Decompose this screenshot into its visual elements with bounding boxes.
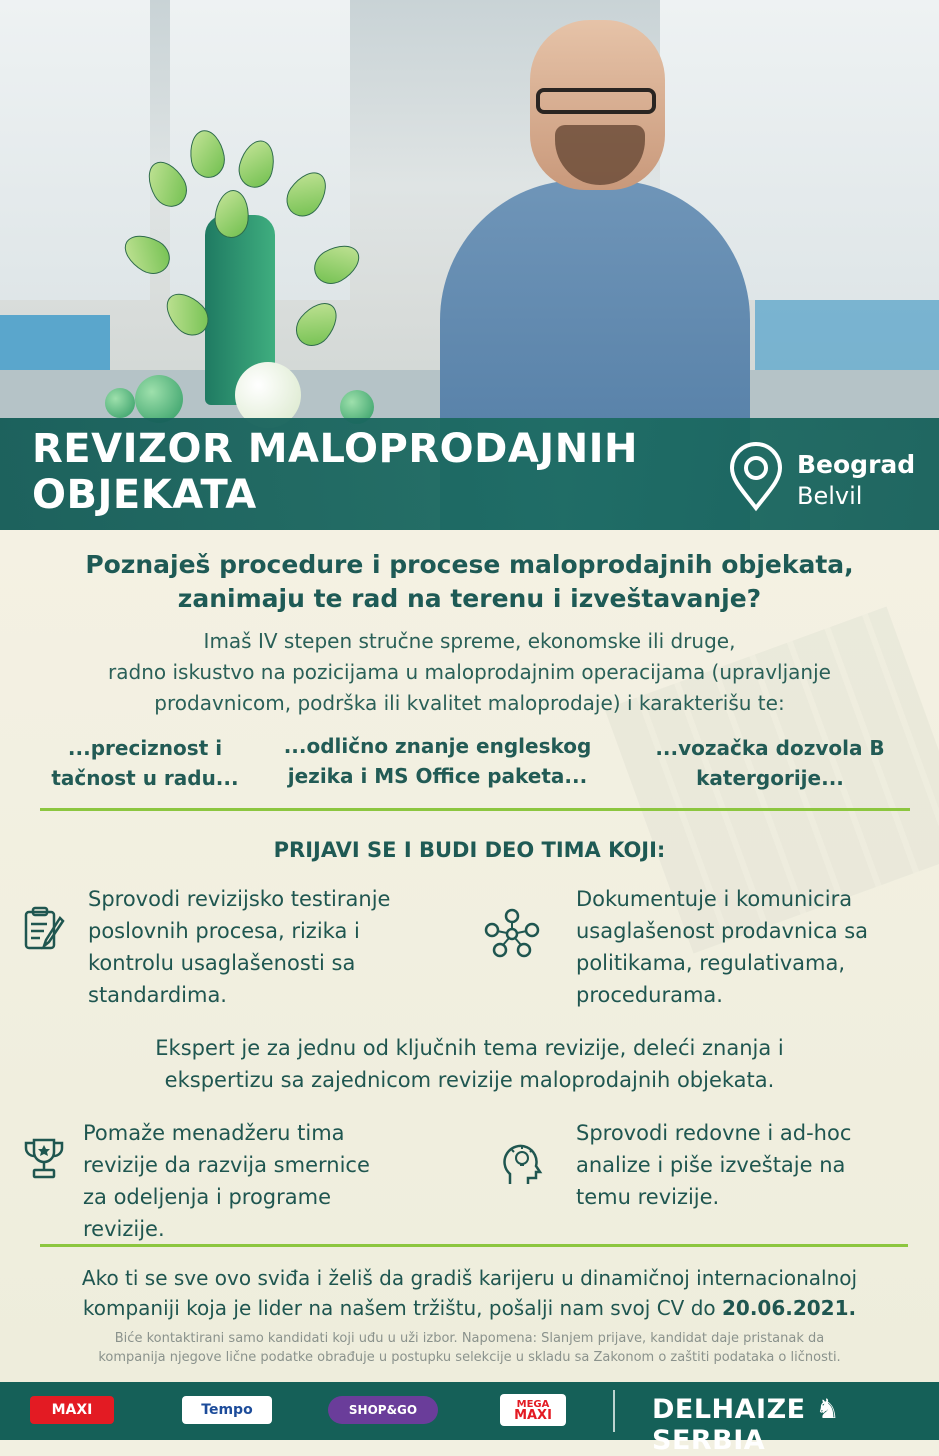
- delhaize-word: DELHAIZE: [652, 1394, 806, 1425]
- head-lightbulb-icon: [498, 1140, 546, 1188]
- expert-line: Ekspert je za jednu od ključnih tema revizije, deleći znanja i: [155, 1036, 784, 1060]
- duty-line: Pomaže menadžeru tima: [83, 1121, 345, 1145]
- note-line: kompanija njegove lične podatke obrađuje u postupku selekcije u skladu sa Zakonom o zaštiti podataka o ličnosti.: [98, 1350, 841, 1365]
- cta-line-text: kompaniji koja je lider na našem tržištu, pošalji nam svoj CV do: [82, 1296, 722, 1320]
- job-title-line: OBJEKATA: [32, 472, 257, 518]
- network-people-icon: [484, 908, 540, 958]
- shopandgo-logo: SHOP&GO: [328, 1396, 438, 1424]
- maxi-label: MAXI: [514, 1407, 552, 1423]
- job-title-line: REVIZOR MALOPRODAJNIH: [32, 426, 639, 472]
- intro-line: Imaš IV stepen stručne spreme, ekonomske ili druge,: [203, 629, 736, 653]
- duty-testing: [88, 883, 390, 1011]
- duty-line: politikama, regulativama,: [576, 951, 846, 975]
- intro-text: [0, 626, 939, 719]
- apple: [105, 388, 135, 418]
- leaf: [289, 295, 346, 354]
- maxi-logo: MAXI: [30, 1396, 114, 1424]
- note-line: Biće kontaktirani samo kandidati koji uđu u uži izbor. Napomena: Slanjem prijave, kandidat daje pristanak da: [114, 1331, 825, 1346]
- team-heading: PRIJAVI SE I BUDI DEO TIMA KOJI:: [273, 838, 666, 862]
- mega-maxi-logo: [500, 1394, 566, 1426]
- call-to-action: [0, 1263, 939, 1323]
- trait-line: katergorije...: [696, 766, 844, 790]
- job-title: [32, 426, 702, 518]
- duty-analysis: [576, 1117, 851, 1213]
- duty-line: poslovnih procesa, rizika i: [88, 919, 360, 943]
- duty-guidelines: [83, 1117, 370, 1245]
- duty-line: Dokumentuje i komunicira: [576, 887, 853, 911]
- office-partition: [0, 315, 110, 375]
- duty-line: Sprovodi revizijsko testiranje: [88, 887, 391, 911]
- expert-line: ekspertizu sa zajednicom revizije maloprodajnih objekata.: [164, 1068, 775, 1092]
- mega-label: MEGA: [516, 1398, 550, 1410]
- deadline-date: 20.06.2021.: [721, 1296, 857, 1320]
- duty-line: za odeljenja i programe: [83, 1185, 332, 1209]
- cta-line: [0, 1293, 939, 1323]
- privacy-note: [0, 1329, 939, 1367]
- trait-line: ...vozačka dozvola B: [655, 736, 885, 760]
- location-city: Beograd: [797, 450, 916, 479]
- duty-line: temu revizije.: [576, 1185, 720, 1209]
- footer-separator: [613, 1390, 615, 1432]
- duty-line: revizije.: [83, 1217, 165, 1241]
- trait-precision: [40, 733, 250, 793]
- headline-line: zanimaju te rad na terenu i izveštavanje?: [177, 584, 762, 613]
- serbia-word: SERBIA: [652, 1425, 766, 1456]
- location-pin-icon: [728, 442, 784, 512]
- delhaize-serbia-logo: [652, 1394, 939, 1456]
- duty-line: usaglašenost prodavnica sa: [576, 919, 869, 943]
- intro-line: radno iskustvo na pozicijama u maloprodajnim operacijama (upravljanje: [108, 660, 831, 684]
- divider: [40, 808, 910, 811]
- duty-line: revizije da razvija smernice: [83, 1153, 370, 1177]
- cta-line: Ako ti se sve ovo sviđa i želiš da gradiš karijeru u dinamičnoj internacionalnoj: [81, 1266, 858, 1290]
- trait-line: ...preciznost i: [67, 736, 223, 760]
- headline-line: Poznaješ procedure i procese maloprodajnih objekata,: [85, 550, 854, 579]
- trait-english: [260, 731, 615, 791]
- duty-documenting: [576, 883, 868, 1011]
- duty-line: Sprovodi redovne i ad-hoc: [576, 1121, 852, 1145]
- lion-icon: ♞: [815, 1394, 841, 1425]
- trait-line: ...odlično znanje engleskog: [283, 734, 592, 758]
- headline: [0, 548, 939, 616]
- trophy-icon: [20, 1134, 68, 1182]
- trait-line: jezika i MS Office paketa...: [287, 764, 588, 788]
- expert-text: [0, 1032, 939, 1096]
- clipboard-icon: [20, 904, 68, 952]
- trait-line: tačnost u radu...: [51, 766, 239, 790]
- duty-line: procedurama.: [576, 983, 723, 1007]
- duty-line: kontrolu usaglašenosti sa: [88, 951, 356, 975]
- duty-line: standardima.: [88, 983, 227, 1007]
- intro-line: prodavnicom, podrška ili kvalitet maloprodaje) i karakterišu te:: [154, 691, 785, 715]
- duty-line: analize i piše izveštaje na: [576, 1153, 846, 1177]
- person-glasses: [536, 88, 656, 114]
- office-partition: [755, 300, 939, 380]
- divider: [40, 1244, 908, 1247]
- apple: [135, 375, 183, 423]
- trait-license: [630, 733, 910, 793]
- tempo-logo: Tempo: [182, 1396, 272, 1424]
- location-area: Belvil: [797, 482, 863, 510]
